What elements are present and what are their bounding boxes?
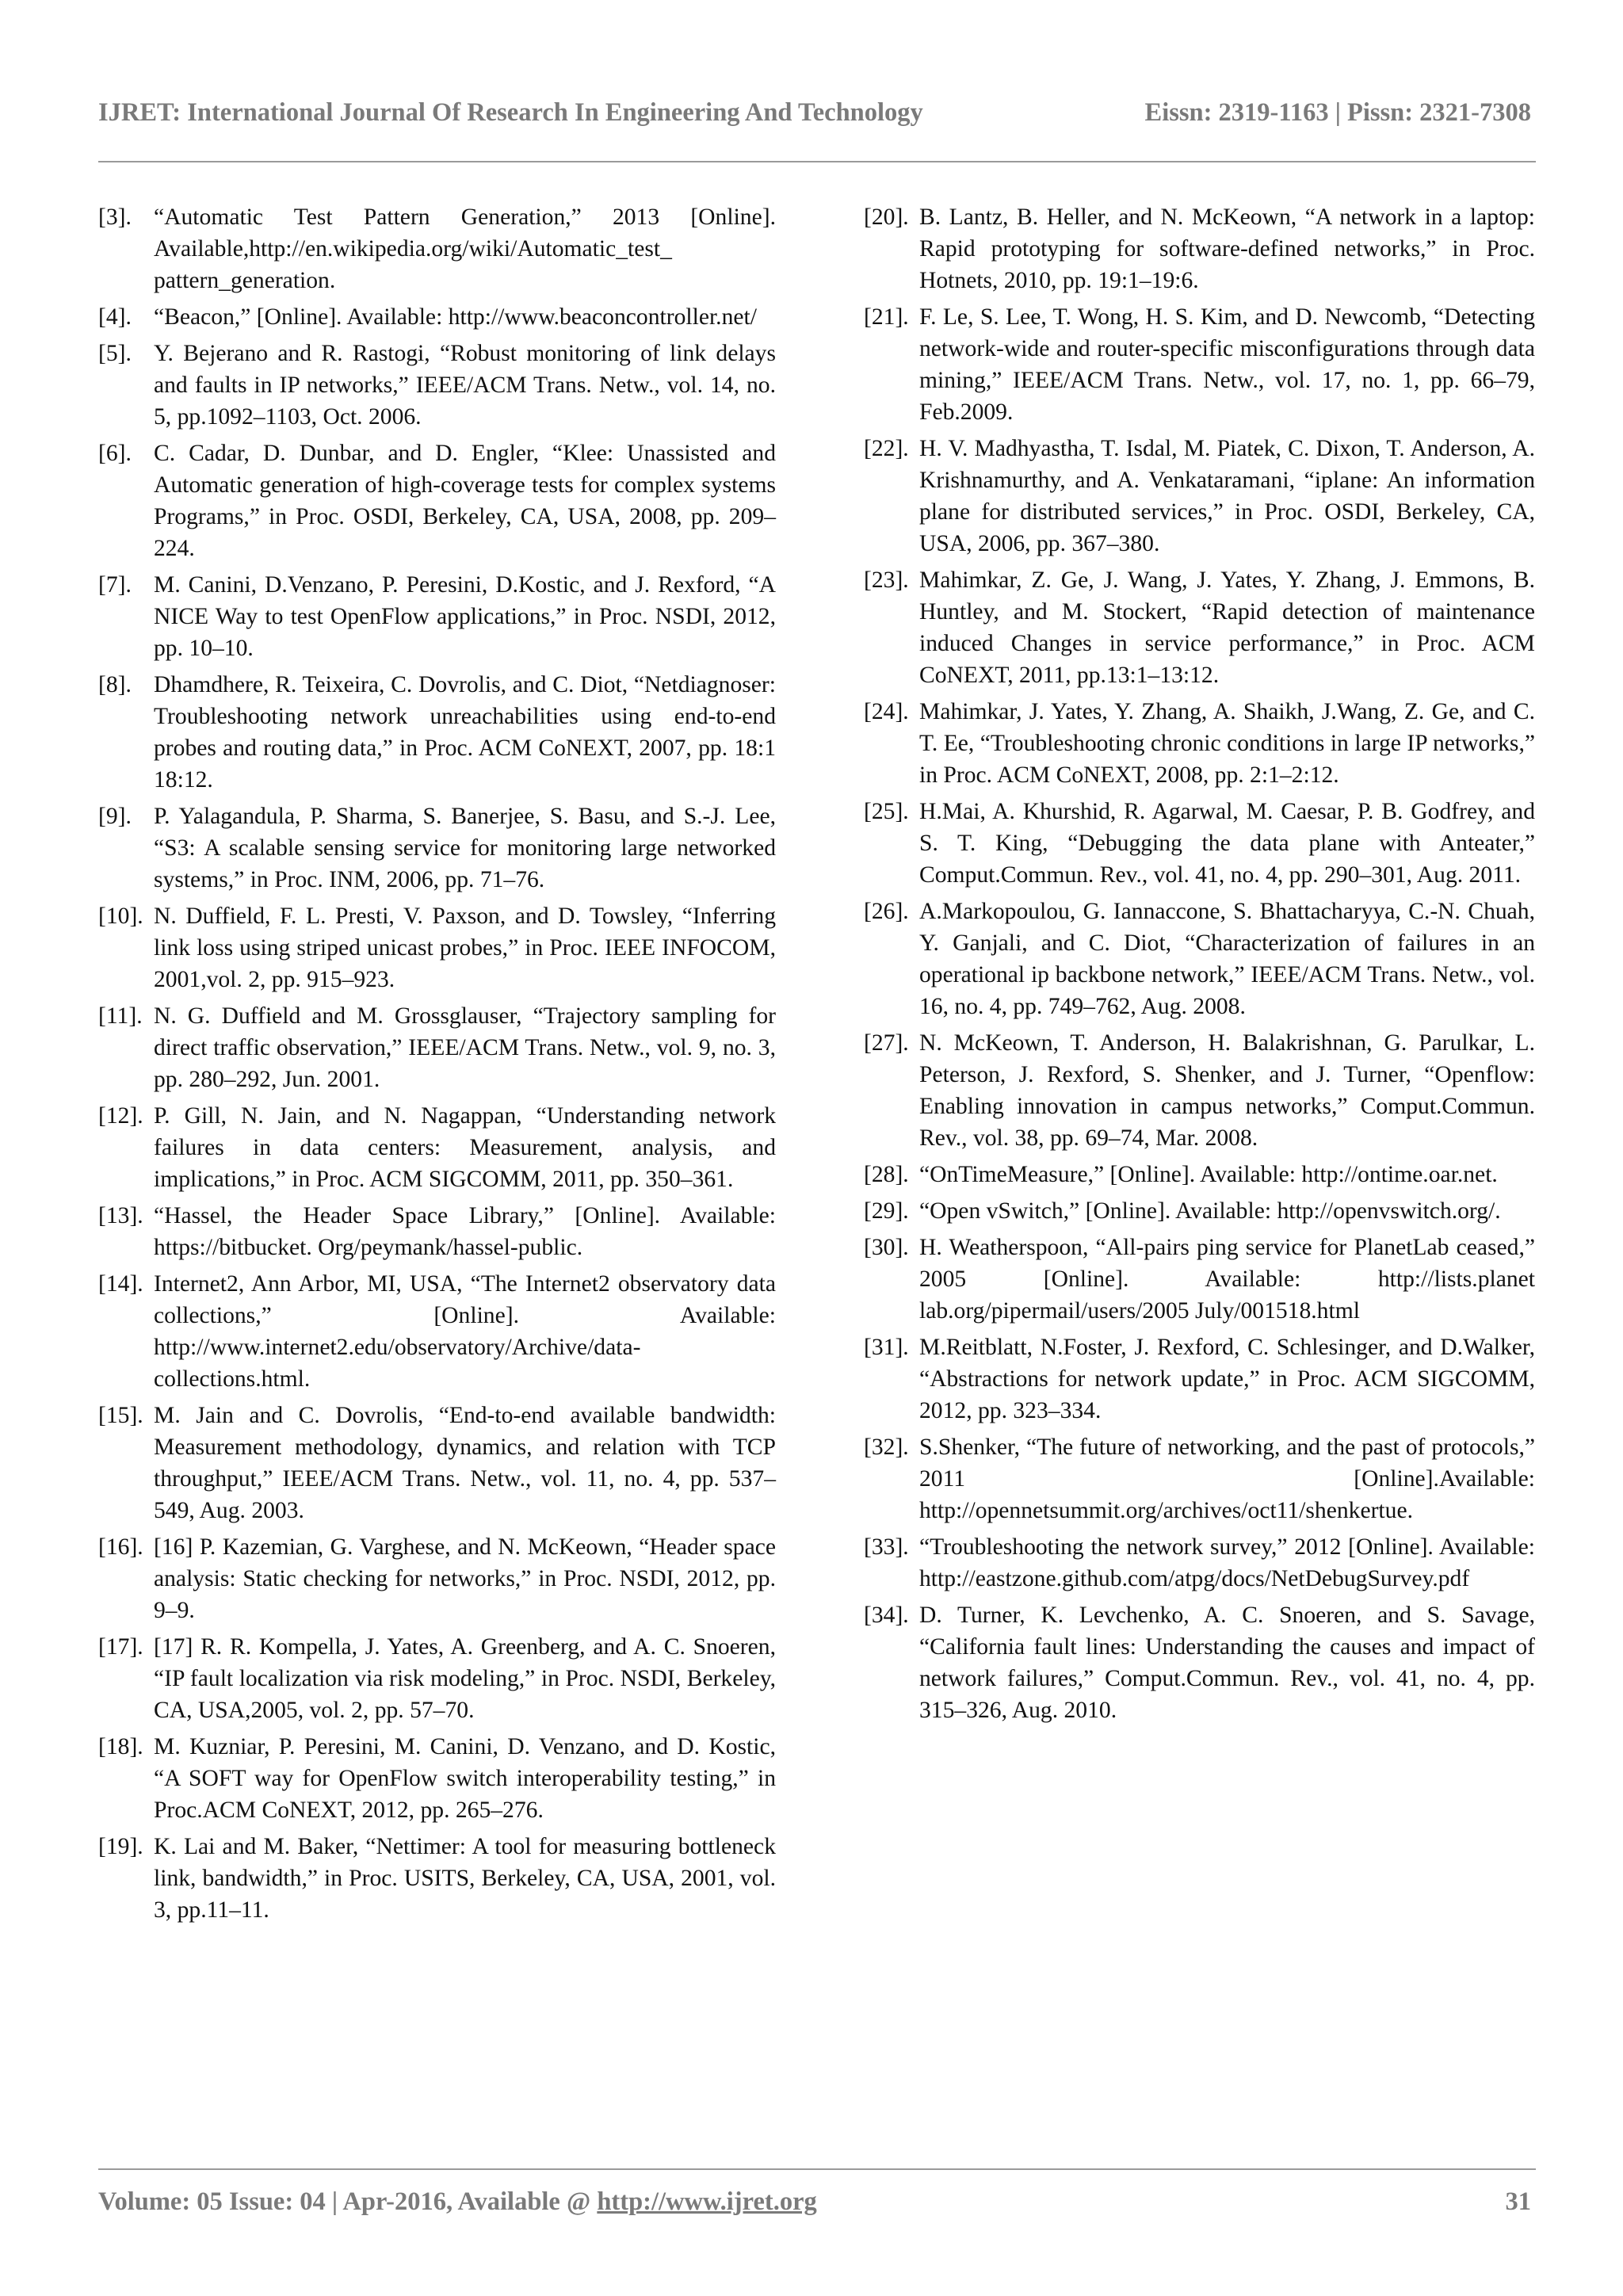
reference-text: “OnTimeMeasure,” [Online]. Available: http://ontime.oar.net. bbox=[919, 1162, 1498, 1187]
reference-text: H. V. Madhyastha, T. Isdal, M. Piatek, C. Dixon, T. Anderson, A. Krishnamurthy, and A. Venkataramani, “iplane: An information plane for distributed services,” in Proc. OSDI, Berkeley, CA, USA, 2006, pp. 367–380. bbox=[919, 436, 1535, 556]
references-right-column bbox=[864, 201, 1535, 1731]
reference-number: [3]. bbox=[98, 204, 132, 230]
journal-link[interactable]: http://www.ijret.org bbox=[597, 2187, 817, 2216]
reference-text: “Hassel, the Header Space Library,” [Online]. Available: https://bitbucket. Org/peymank/hassel-public. bbox=[154, 1203, 776, 1260]
reference-item bbox=[864, 696, 1535, 791]
reference-item bbox=[98, 1831, 776, 1926]
reference-item bbox=[98, 201, 776, 296]
reference-item bbox=[98, 669, 776, 796]
reference-text: P. Yalagandula, P. Sharma, S. Banerjee, S. Basu, and S.-J. Lee, “S3: A scalable sensing service for monitoring large networked systems,” in Proc. INM, 2006, pp. 71–76. bbox=[154, 804, 776, 892]
reference-item bbox=[864, 896, 1535, 1022]
reference-number: [21]. bbox=[864, 304, 909, 330]
reference-item bbox=[98, 569, 776, 664]
reference-number: [34]. bbox=[864, 1603, 909, 1628]
reference-text: P. Gill, N. Jain, and N. Nagappan, “Understanding network failures in data centers: Measurement, analysis, and implications,” in Proc. ACM SIGCOMM, 2011, pp. 350–361. bbox=[154, 1103, 776, 1192]
reference-item bbox=[864, 1531, 1535, 1595]
reference-text: Y. Bejerano and R. Rastogi, “Robust monitoring of link delays and faults in IP networks,” IEEE/ACM Trans. Netw., vol. 14, no. 5, pp.1092–1103, Oct. 2006. bbox=[154, 341, 776, 430]
reference-item bbox=[98, 301, 776, 333]
reference-number: [32]. bbox=[864, 1435, 909, 1460]
reference-text: “Open vSwitch,” [Online]. Available: http://openvswitch.org/. bbox=[919, 1198, 1501, 1224]
reference-number: [18]. bbox=[98, 1734, 143, 1759]
reference-item bbox=[864, 1331, 1535, 1427]
reference-text: N. Duffield, F. L. Presti, V. Paxson, and D. Towsley, “Inferring link loss using striped unicast probes,” in Proc. IEEE INFOCOM, 2001,vol. 2, pp. 915–923. bbox=[154, 904, 776, 992]
reference-number: [25]. bbox=[864, 799, 909, 824]
reference-item bbox=[98, 800, 776, 896]
reference-number: [20]. bbox=[864, 204, 909, 230]
reference-text: [16] P. Kazemian, G. Varghese, and N. McKeown, “Header space analysis: Static checking for networks,” in Proc. NSDI, 2012, pp. 9–9. bbox=[154, 1534, 776, 1623]
reference-item bbox=[864, 564, 1535, 691]
reference-number: [31]. bbox=[864, 1335, 909, 1360]
reference-item bbox=[98, 1000, 776, 1095]
reference-number: [12]. bbox=[98, 1103, 143, 1129]
page-header bbox=[98, 98, 1531, 128]
reference-text: A.Markopoulou, G. Iannaccone, S. Bhattacharyya, C.-N. Chuah, Y. Ganjali, and C. Diot, “Characterization of failures in an operational ip backbone network,” IEEE/ACM Trans. Netw., vol. 16, no. 4, pp. 749–762, Aug. 2008. bbox=[919, 899, 1535, 1019]
issn-text: Eissn: 2319-1163 | Pissn: 2321-7308 bbox=[1144, 98, 1531, 127]
reference-item bbox=[864, 1232, 1535, 1327]
reference-text: M. Jain and C. Dovrolis, “End-to-end available bandwidth: Measurement methodology, dynamics, and relation with TCP throughput,” IEEE/ACM Trans. Netw., vol. 11, no. 4, pp. 537–549, Aug. 2003. bbox=[154, 1403, 776, 1523]
reference-number: [4]. bbox=[98, 304, 132, 330]
reference-number: [5]. bbox=[98, 341, 132, 366]
reference-item bbox=[98, 1631, 776, 1726]
reference-text: H. Weatherspoon, “All-pairs ping service for PlanetLab ceased,” 2005 [Online]. Available: http://lists.planet lab.org/pipermail/users/2005 July/001518.html bbox=[919, 1235, 1535, 1324]
reference-item bbox=[864, 1599, 1535, 1726]
reference-item bbox=[98, 1400, 776, 1526]
reference-text: M. Canini, D.Venzano, P. Peresini, D.Kostic, and J. Rexford, “A NICE Way to test OpenFlow applications,” in Proc. NSDI, 2012, pp. 10–10. bbox=[154, 572, 776, 661]
reference-item bbox=[864, 1027, 1535, 1154]
page-number: 31 bbox=[1505, 2187, 1531, 2216]
reference-item bbox=[864, 1431, 1535, 1526]
reference-text: N. McKeown, T. Anderson, H. Balakrishnan, G. Parulkar, L. Peterson, J. Rexford, S. Shenker, and J. Turner, “Openflow: Enabling innovation in campus networks,” Comput.Commun. Rev., vol. 38, pp. 69–74, Mar. 2008. bbox=[919, 1030, 1535, 1151]
reference-text: Dhamdhere, R. Teixeira, C. Dovrolis, and C. Diot, “Netdiagnoser: Troubleshooting network unreachabilities using end-to-end probes and routing data,” in Proc. ACM CoNEXT, 2007, pp. 18:1 18:12. bbox=[154, 672, 776, 793]
reference-item bbox=[864, 201, 1535, 296]
reference-item bbox=[98, 900, 776, 995]
reference-item bbox=[98, 437, 776, 564]
footer-divider bbox=[98, 2168, 1536, 2170]
reference-number: [24]. bbox=[864, 699, 909, 724]
reference-item bbox=[864, 796, 1535, 891]
reference-number: [7]. bbox=[98, 572, 132, 598]
reference-text: M. Kuzniar, P. Peresini, M. Canini, D. Venzano, and D. Kostic, “A SOFT way for OpenFlow switch interoperability testing,” in Proc.ACM CoNEXT, 2012, pp. 265–276. bbox=[154, 1734, 776, 1823]
references-left-column bbox=[98, 201, 776, 1931]
reference-item bbox=[864, 433, 1535, 560]
reference-number: [16]. bbox=[98, 1534, 143, 1560]
reference-text: [17] R. R. Kompella, J. Yates, A. Greenberg, and A. C. Snoeren, “IP fault localization via risk modeling,” in Proc. NSDI, Berkeley, CA, USA,2005, vol. 2, pp. 57–70. bbox=[154, 1634, 776, 1723]
reference-text: “Troubleshooting the network survey,” 2012 [Online]. Available: http://eastzone.github.com/atpg/docs/NetDebugSurvey.pdf bbox=[919, 1534, 1535, 1591]
reference-number: [10]. bbox=[98, 904, 143, 929]
page-footer bbox=[98, 2187, 1531, 2217]
reference-item bbox=[98, 338, 776, 433]
reference-item bbox=[98, 1731, 776, 1826]
reference-text: H.Mai, A. Khurshid, R. Agarwal, M. Caesar, P. B. Godfrey, and S. T. King, “Debugging the data plane with Anteater,” Comput.Commun. Rev., vol. 41, no. 4, pp. 290–301, Aug. 2011. bbox=[919, 799, 1535, 888]
reference-number: [14]. bbox=[98, 1271, 143, 1297]
journal-title: IJRET: International Journal Of Research In Engineering And Technology bbox=[98, 98, 923, 127]
reference-number: [27]. bbox=[864, 1030, 909, 1056]
reference-number: [11]. bbox=[98, 1003, 143, 1029]
reference-item bbox=[98, 1531, 776, 1626]
reference-text: “Beacon,” [Online]. Available: http://www.beaconcontroller.net/ bbox=[154, 304, 757, 330]
reference-number: [33]. bbox=[864, 1534, 909, 1560]
reference-text: M.Reitblatt, N.Foster, J. Rexford, C. Schlesinger, and D.Walker, “Abstractions for network update,” in Proc. ACM SIGCOMM, 2012, pp. 323–334. bbox=[919, 1335, 1535, 1423]
footer-volume-text: Volume: 05 Issue: 04 | Apr-2016, Available @ bbox=[98, 2187, 598, 2216]
reference-number: [8]. bbox=[98, 672, 132, 697]
reference-number: [22]. bbox=[864, 436, 909, 461]
reference-text: B. Lantz, B. Heller, and N. McKeown, “A network in a laptop: Rapid prototyping for software-defined networks,” in Proc. Hotnets, 2010, pp. 19:1–19:6. bbox=[919, 204, 1535, 293]
reference-text: K. Lai and M. Baker, “Nettimer: A tool for measuring bottleneck link, bandwidth,” in Proc. USITS, Berkeley, CA, USA, 2001, vol. 3, pp.11–11. bbox=[154, 1834, 776, 1923]
reference-text: Mahimkar, Z. Ge, J. Wang, J. Yates, Y. Zhang, J. Emmons, B. Huntley, and M. Stockert, “Rapid detection of maintenance induced Changes in service performance,” in Proc. ACM CoNEXT, 2011, pp.13:1–13:12. bbox=[919, 567, 1535, 688]
reference-number: [13]. bbox=[98, 1203, 143, 1228]
reference-number: [28]. bbox=[864, 1162, 909, 1187]
reference-number: [6]. bbox=[98, 441, 132, 466]
reference-text: F. Le, S. Lee, T. Wong, H. S. Kim, and D. Newcomb, “Detecting network-wide and router-specific misconfigurations through data mining,” IEEE/ACM Trans. Netw., vol. 17, no. 1, pp. 66–79, Feb.2009. bbox=[919, 304, 1535, 425]
reference-number: [19]. bbox=[98, 1834, 143, 1859]
reference-text: S.Shenker, “The future of networking, and the past of protocols,” 2011 [Online].Available: http://opennetsummit.org/archives/oct11/shenkertue. bbox=[919, 1435, 1535, 1523]
reference-item bbox=[864, 301, 1535, 428]
reference-text: Mahimkar, J. Yates, Y. Zhang, A. Shaikh, J.Wang, Z. Ge, and C. T. Ee, “Troubleshooting chronic conditions in large IP networks,” in Proc. ACM CoNEXT, 2008, pp. 2:1–2:12. bbox=[919, 699, 1535, 788]
reference-text: “Automatic Test Pattern Generation,” 2013 [Online]. Available,http://en.wikipedia.org/wiki/Automatic_test_ pattern_generation. bbox=[154, 204, 776, 293]
reference-number: [30]. bbox=[864, 1235, 909, 1260]
reference-item bbox=[864, 1195, 1535, 1227]
reference-item bbox=[98, 1200, 776, 1263]
reference-text: Internet2, Ann Arbor, MI, USA, “The Internet2 observatory data collections,” [Online]. Available: http://www.internet2.edu/observatory/Archive/data-collections.html. bbox=[154, 1271, 776, 1392]
reference-number: [26]. bbox=[864, 899, 909, 924]
reference-number: [29]. bbox=[864, 1198, 909, 1224]
reference-text: C. Cadar, D. Dunbar, and D. Engler, “Klee: Unassisted and Automatic generation of high-coverage tests for complex systems Programs,” in Proc. OSDI, Berkeley, CA, USA, 2008, pp. 209–224. bbox=[154, 441, 776, 561]
reference-text: N. G. Duffield and M. Grossglauser, “Trajectory sampling for direct traffic observation,” IEEE/ACM Trans. Netw., vol. 9, no. 3, pp. 280–292, Jun. 2001. bbox=[154, 1003, 776, 1092]
reference-item bbox=[864, 1159, 1535, 1190]
footer-volume-info bbox=[98, 2187, 817, 2217]
reference-number: [17]. bbox=[98, 1634, 143, 1660]
header-divider bbox=[98, 161, 1536, 162]
reference-item bbox=[98, 1268, 776, 1395]
reference-number: [15]. bbox=[98, 1403, 143, 1428]
reference-number: [23]. bbox=[864, 567, 909, 593]
reference-number: [9]. bbox=[98, 804, 132, 829]
reference-text: D. Turner, K. Levchenko, A. C. Snoeren, and S. Savage, “California fault lines: Understanding the causes and impact of network failures,” Comput.Commun. Rev., vol. 41, no. 4, pp. 315–326, Aug. 2010. bbox=[919, 1603, 1535, 1723]
reference-item bbox=[98, 1100, 776, 1195]
